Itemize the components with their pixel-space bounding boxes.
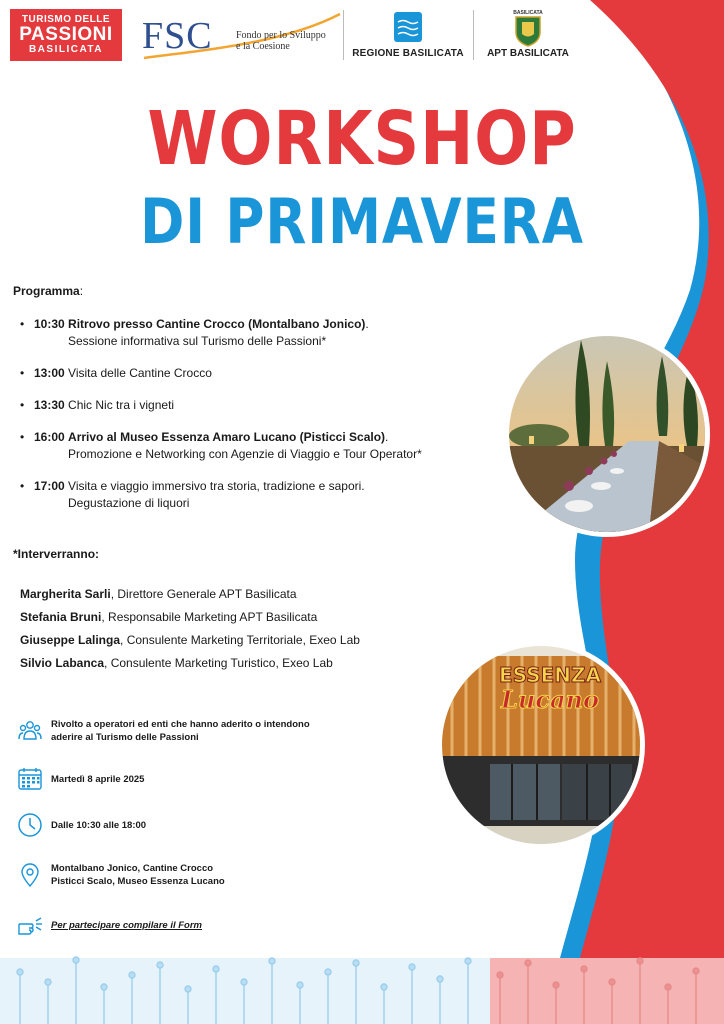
location-line1: Montalbano Jonico, Cantine Crocco [51,863,214,874]
vineyard-table-photo [504,331,710,537]
program-tail: . [385,430,389,444]
time-text: Dalle 10:30 alle 18:00 [51,819,147,831]
regione-basilicata-emblem-icon [352,10,464,46]
program-subtext: Promozione e Networking con Agenzie di Viaggio e Tour Operator* [68,447,422,461]
program-subtext: Degustazione di liquori [68,496,190,510]
title-di-primavera: DI PRIMAVERA [140,185,584,258]
program-tail: . [365,317,369,331]
program-heading [13,284,83,298]
info-time [17,812,146,838]
tdp-logo-line1: TURISMO DELLE [21,14,111,25]
program-item [20,397,490,414]
program-item [20,365,490,382]
program-item [20,478,490,512]
program-text: Visita e viaggio immersivo tra storia, tradizione e sapori. [68,479,365,493]
program-text: Arrivo al Museo Essenza Amaro Lucano (Pisticci Scalo) [68,430,386,444]
program-text: Visita delle Cantine Crocco [68,366,212,380]
speaker-name: Margherita Sarli [20,587,111,601]
program-heading-text: Programma [13,284,80,298]
audience-line1: Rivolto a operatori ed enti che hanno aderito o intendono [51,719,310,730]
header-divider [343,10,344,60]
vineyard-table-photo-image [509,336,705,532]
speaker-role: , Direttore Generale APT Basilicata [110,587,297,601]
program-text: Chic Nic tra i vigneti [68,398,175,412]
essenza-lucano-photo [437,641,645,849]
info-location [17,862,225,888]
info-audience [17,718,310,744]
speakers-heading: *Interverranno: [13,547,100,561]
program-time: 17:00 [34,479,65,493]
regione-basilicata-logo [352,10,464,64]
apt-basilicata-logo [478,8,578,64]
program-time: 10:30 [34,317,65,331]
fsc-subtitle-line2: e la Coesione [236,41,290,52]
speaker-row [20,609,440,625]
speaker-name: Giuseppe Lalinga [20,633,121,647]
apt-basilicata-label: APT BASILICATA [487,48,569,59]
speaker-role: , Consulente Marketing Turistico, Exeo Lab [104,656,333,670]
location-text [51,862,225,888]
fsc-wordmark: FSC [142,15,213,57]
speaker-role: , Responsabile Marketing APT Basilicata [101,610,318,624]
program-subtext: Sessione informativa sul Turismo delle Passioni* [68,334,327,348]
speaker-name: Silvio Labanca [20,656,105,670]
calendar-icon [17,766,43,792]
bullet-icon: • [20,317,25,331]
location-line2: Pisticci Scalo, Museo Essenza Lucano [51,876,225,887]
regione-basilicata-label: REGIONE BASILICATA [352,48,464,59]
fsc-subtitle [236,30,346,52]
fsc-subtitle-line1: Fondo per lo Sviluppo [236,30,326,41]
program-time: 16:00 [34,430,65,444]
audience-text [51,718,310,744]
speakers-list [20,586,440,678]
clock-icon [17,812,43,838]
program-item [20,316,490,350]
museum-sign-line1: ESSENZA [499,663,601,687]
turismo-delle-passioni-logo [10,9,122,61]
speaker-name: Stefania Bruni [20,610,102,624]
speaker-row [20,632,440,648]
essenza-lucano-photo-image [442,646,640,844]
bullet-icon: • [20,398,25,412]
location-pin-icon [17,862,43,888]
people-icon [17,718,43,744]
program-time: 13:30 [34,398,65,412]
info-date [17,766,144,792]
program-time: 13:00 [34,366,65,380]
program-heading-colon: : [79,284,84,298]
apt-crest-icon [478,8,578,48]
info-form [17,912,202,938]
bullet-icon: • [20,430,25,444]
title-workshop: WORKSHOP [147,96,577,182]
museum-sign-line2: Lucano [501,685,599,714]
bullet-icon: • [20,479,25,493]
speaker-role: , Consulente Marketing Territoriale, Exeo Lab [120,633,360,647]
speaker-row [20,586,440,602]
apt-crest-text: BASILICATA [513,10,543,16]
tdp-logo-line2: PASSIONI [19,24,113,45]
form-link[interactable]: Per partecipare compilare il Form [51,919,203,931]
date-text: Martedì 8 aprile 2025 [51,773,145,785]
fsc-logo [142,10,342,64]
header-divider [473,10,474,60]
speaker-row [20,655,440,671]
audience-line2: aderire al Turismo delle Passioni [51,732,199,743]
program-list [20,316,490,527]
bullet-icon: • [20,366,25,380]
tdp-logo-line3: BASILICATA [28,44,104,55]
pointing-hand-icon [17,912,43,938]
program-item [20,429,490,463]
program-text: Ritrovo presso Cantine Crocco (Montalbano Jonico) [68,317,366,331]
